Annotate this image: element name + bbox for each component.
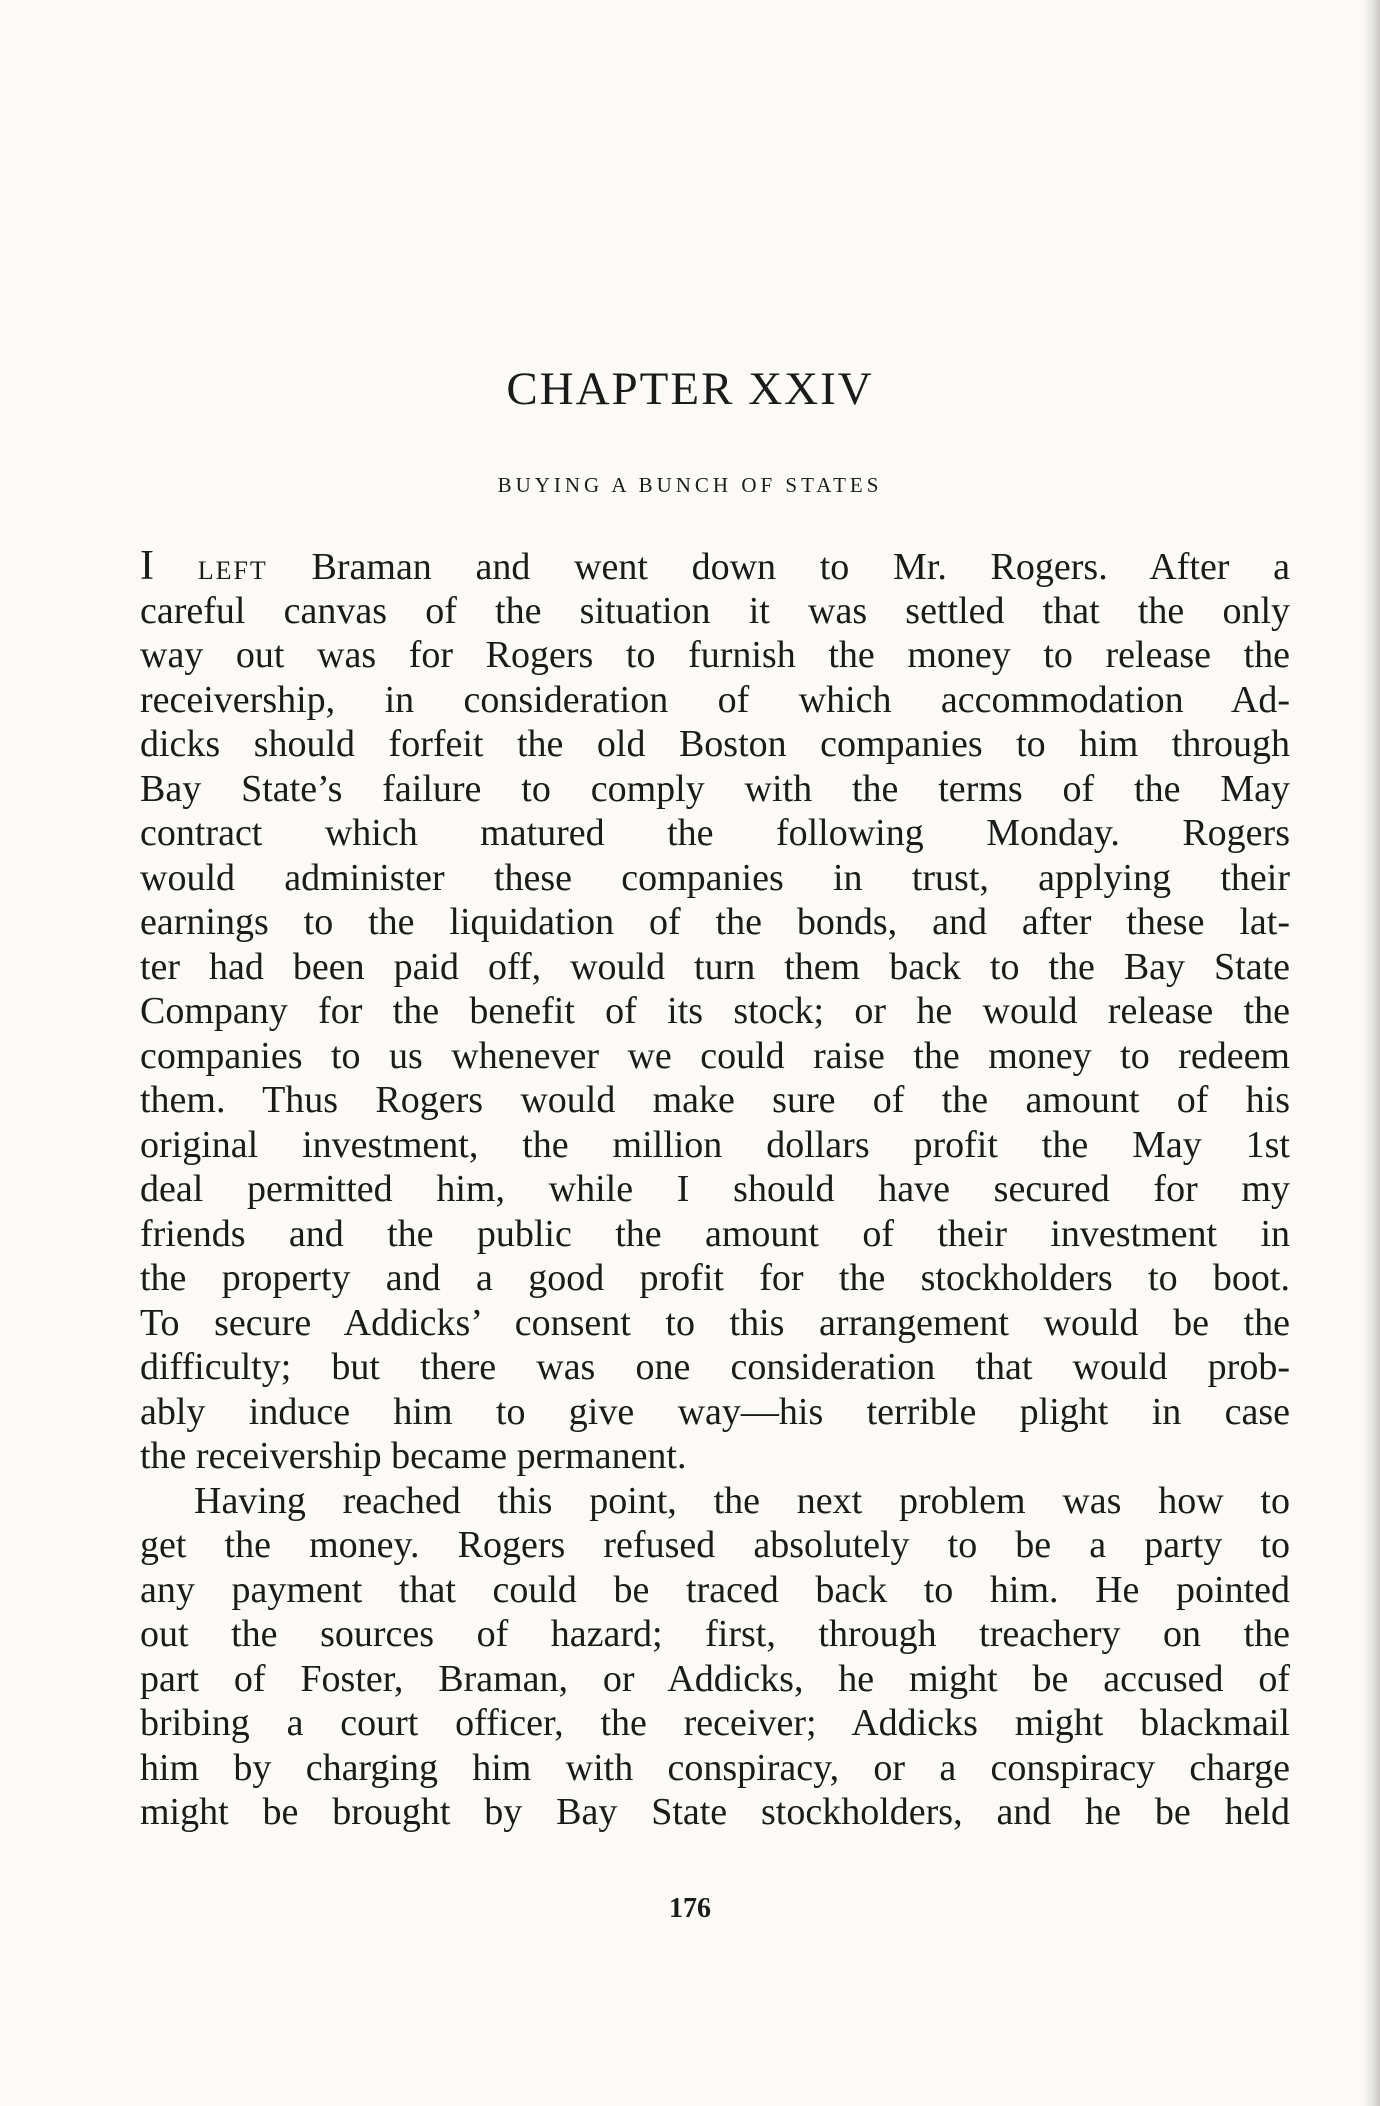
text-line: earnings to the liquidation of the bonds, and after these lat- — [140, 901, 1290, 943]
text-line: receivership, in consideration of which accommodation Ad- — [140, 678, 1290, 721]
text-line: difficulty; but there was one consideration that would prob- — [140, 1346, 1290, 1388]
text-line: would administer these companies in trust, applying their — [140, 856, 1290, 899]
text-line: friends and the public the amount of their investment in — [140, 1212, 1290, 1255]
text-line: deal permitted him, while I should have secured for my — [140, 1168, 1290, 1210]
text-line: them. Thus Rogers would make sure of the amount of his — [140, 1079, 1290, 1121]
text-line: the receivership became permanent. — [140, 1435, 687, 1477]
page-number: 176 — [669, 1893, 711, 1924]
chapter-title: CHAPTER XXIV — [506, 363, 874, 415]
chapter-subtitle: BUYING A BUNCH OF STATES — [497, 473, 883, 497]
text-line: dicks should forfeit the old Boston companies to him through — [140, 723, 1290, 765]
text-line — [140, 544, 1290, 589]
text-line: original investment, the million dollars profit the May 1st — [140, 1123, 1290, 1166]
lead-small-caps: LEFT — [197, 556, 268, 585]
text-line: bribing a court officer, the receiver; Addicks might blackmail — [140, 1702, 1290, 1744]
text-line: out the sources of hazard; first, through treachery on the — [140, 1613, 1290, 1655]
text-line: Bay State’s failure to comply with the terms of the May — [140, 767, 1290, 810]
text-line: Having reached this point, the next problem was how to — [194, 1479, 1290, 1522]
text-line: way out was for Rogers to furnish the money to release the — [140, 634, 1290, 676]
text-line: careful canvas of the situation it was settled that the only — [140, 589, 1290, 632]
text-line: ter had been paid off, would turn them back to the Bay State — [140, 945, 1290, 988]
text-line: part of Foster, Braman, or Addicks, he might be accused of — [140, 1657, 1290, 1700]
text-line: To secure Addicks’ consent to this arrangement would be the — [140, 1301, 1290, 1344]
line-text: Braman and went down to Mr. Rogers. After a — [311, 546, 1291, 588]
text-line: contract which matured the following Monday. Rogers — [140, 812, 1290, 854]
page-edge-shadow — [1362, 0, 1380, 2106]
lead-word: I — [140, 543, 154, 589]
text-line: companies to us whenever we could raise the money to redeem — [140, 1034, 1290, 1077]
text-line: him by charging him with conspiracy, or a conspiracy charge — [140, 1746, 1290, 1789]
text-line: Company for the benefit of its stock; or he would release the — [140, 990, 1290, 1032]
text-line: get the money. Rogers refused absolutely to be a party to — [140, 1524, 1290, 1566]
text-line: might be brought by Bay State stockholders, and he be held — [140, 1791, 1290, 1833]
text-line: the property and a good profit for the stockholders to boot. — [140, 1257, 1290, 1299]
text-line: ably induce him to give way—his terrible plight in case — [140, 1390, 1290, 1433]
body-text — [140, 544, 1290, 1835]
text-line: any payment that could be traced back to him. He pointed — [140, 1568, 1290, 1611]
